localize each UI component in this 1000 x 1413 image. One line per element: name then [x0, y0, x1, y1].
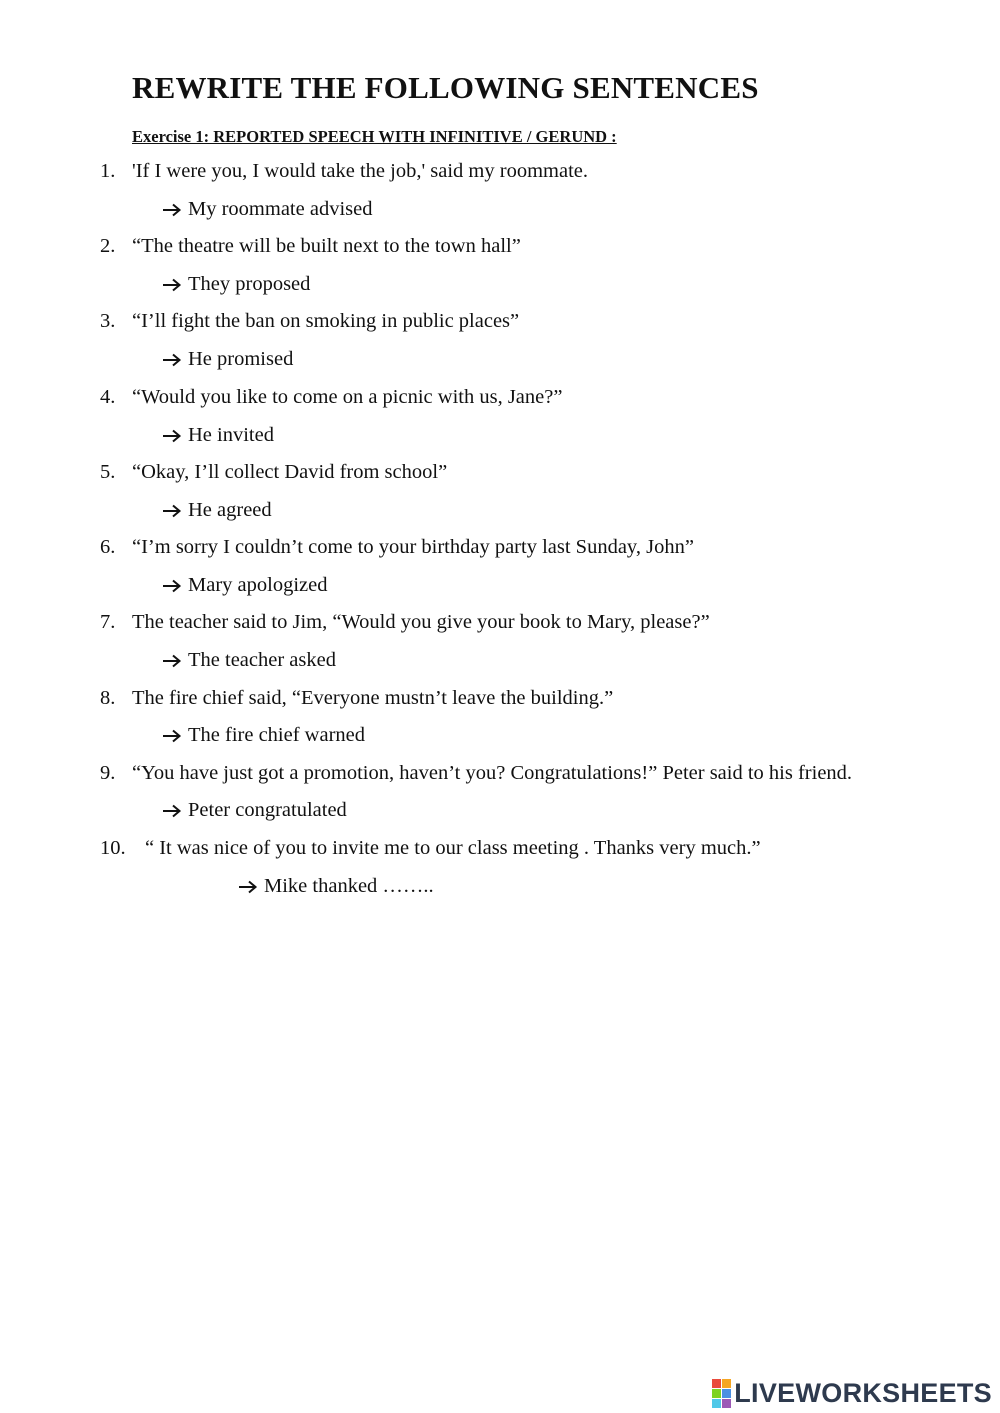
answer-prompt: He invited [188, 424, 274, 446]
right-arrow-icon [162, 429, 188, 443]
answer-prompt: Mary apologized [188, 574, 328, 596]
answer-prompt: The fire chief warned [188, 724, 365, 746]
page-title: REWRITE THE FOLLOWING SENTENCES [132, 70, 759, 105]
right-arrow-icon [162, 654, 188, 668]
brand-text: LIVEWORKSHEETS [734, 1378, 992, 1408]
question-number: 3. [100, 310, 116, 332]
answer-line-10 [238, 874, 434, 898]
question-number: 1. [100, 160, 116, 182]
answer-line-9 [162, 798, 347, 822]
liveworksheets-logo-icon [712, 1379, 731, 1408]
question-number: 6. [100, 536, 116, 558]
question-text: The fire chief said, “Everyone mustn’t leave the building.” [132, 687, 614, 709]
answer-line-2 [162, 272, 310, 296]
answer-prompt: He agreed [188, 499, 272, 521]
answer-prompt: Mike thanked …….. [264, 875, 434, 897]
question-number: 7. [100, 611, 116, 633]
right-arrow-icon [162, 804, 188, 818]
question-text: 'If I were you, I would take the job,' said my roommate. [132, 160, 588, 182]
answer-line-8 [162, 723, 365, 747]
answer-prompt: The teacher asked [188, 649, 336, 671]
question-text: “You have just got a promotion, haven’t you? Congratulations!” Peter said to his friend. [132, 762, 853, 784]
question-text: “ It was nice of you to invite me to our class meeting . Thanks very much.” [145, 837, 761, 859]
answer-line-6 [162, 573, 327, 597]
question-text: “Would you like to come on a picnic with us, Jane?” [132, 386, 563, 408]
right-arrow-icon [162, 729, 188, 743]
question-text: “Okay, I’ll collect David from school” [132, 461, 448, 483]
question-number: 2. [100, 235, 116, 257]
question-number: 5. [100, 461, 116, 483]
answer-prompt: My roommate advised [188, 198, 373, 220]
question-number: 8. [100, 687, 116, 709]
right-arrow-icon [162, 353, 188, 367]
answer-line-7 [162, 648, 336, 672]
question-text: “I’ll fight the ban on smoking in public places” [132, 310, 520, 332]
answer-line-4 [162, 423, 274, 447]
right-arrow-icon [238, 880, 264, 894]
answer-line-5 [162, 498, 272, 522]
answer-prompt: They proposed [188, 273, 311, 295]
right-arrow-icon [162, 203, 188, 217]
question-number: 4. [100, 386, 116, 408]
question-text: “I’m sorry I couldn’t come to your birthday party last Sunday, John” [132, 536, 694, 558]
right-arrow-icon [162, 579, 188, 593]
answer-prompt: He promised [188, 348, 294, 370]
answer-prompt: Peter congratulated [188, 799, 347, 821]
question-text: The teacher said to Jim, “Would you give your book to Mary, please?” [132, 611, 710, 633]
liveworksheets-brand[interactable] [712, 1378, 992, 1408]
right-arrow-icon [162, 278, 188, 292]
answer-line-3 [162, 347, 293, 371]
question-number: 9. [100, 762, 116, 784]
exercise-heading: Exercise 1: REPORTED SPEECH WITH INFINITIVE / GERUND : [132, 127, 617, 146]
right-arrow-icon [162, 504, 188, 518]
question-number: 10. [100, 837, 126, 859]
answer-line-1 [162, 197, 372, 221]
question-text: “The theatre will be built next to the town hall” [132, 235, 521, 257]
